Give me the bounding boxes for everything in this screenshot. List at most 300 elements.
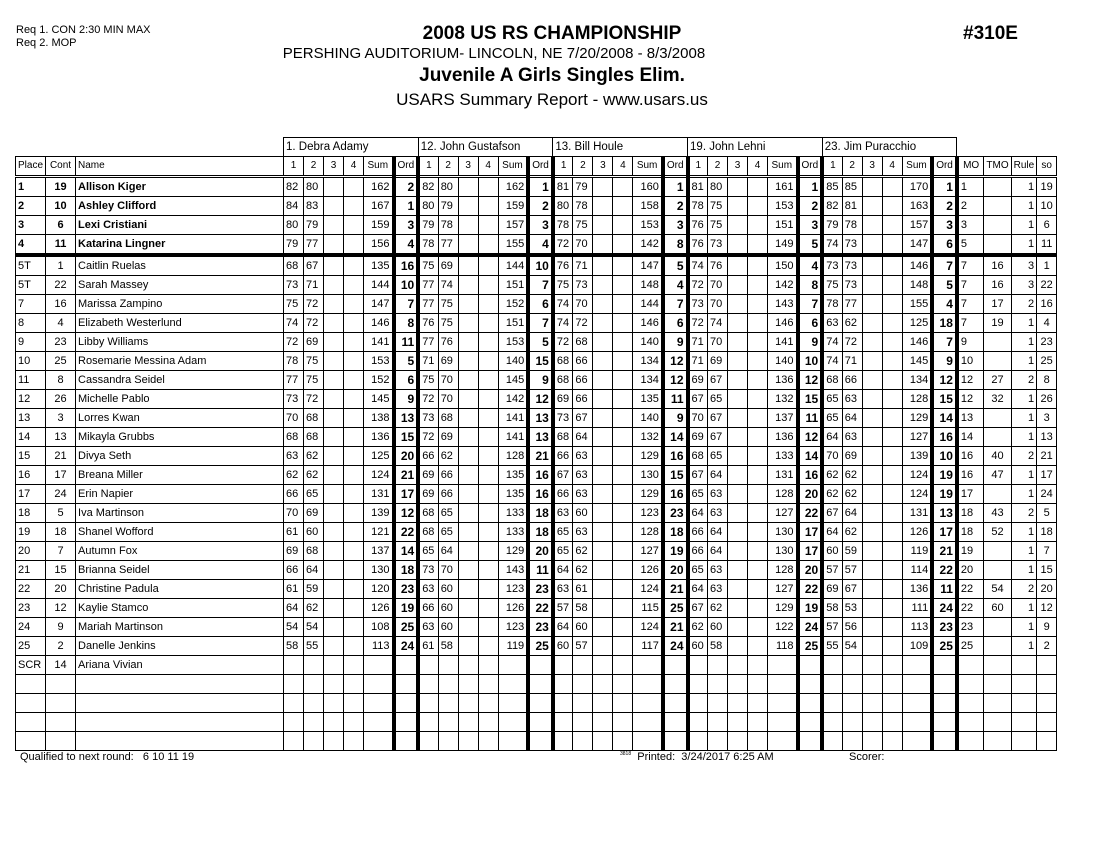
score-3 — [593, 255, 613, 276]
empty-cell — [798, 732, 823, 751]
score-4 — [613, 276, 633, 295]
ordinal: 15 — [528, 352, 553, 371]
ordinal: 2 — [663, 197, 688, 216]
ordinal: 1 — [932, 177, 957, 197]
score-4 — [613, 447, 633, 466]
ordinal: 12 — [663, 371, 688, 390]
score-4 — [748, 295, 768, 314]
score-4 — [478, 561, 498, 580]
rule: 2 — [1011, 371, 1037, 390]
score-2: 54 — [842, 637, 862, 656]
rule: 1 — [1011, 485, 1037, 504]
score-2: 75 — [304, 371, 324, 390]
score-1: 76 — [553, 255, 573, 276]
col-judge-ord: Ord — [932, 157, 957, 177]
col-judge-4: 4 — [478, 157, 498, 177]
score-1 — [822, 656, 842, 675]
contestant-number: 20 — [46, 580, 76, 599]
empty-cell — [708, 694, 728, 713]
contestant-number: 9 — [46, 618, 76, 637]
score-1: 77 — [284, 371, 304, 390]
score-3 — [458, 177, 478, 197]
score-3 — [458, 523, 478, 542]
table-row — [16, 599, 1057, 618]
empty-cell — [394, 694, 419, 713]
score-4 — [748, 428, 768, 447]
score-1: 62 — [822, 485, 842, 504]
majority-ordinal: 9 — [957, 333, 984, 352]
empty-cell — [1037, 732, 1057, 751]
ordinal: 11 — [394, 333, 419, 352]
score-3 — [862, 333, 882, 352]
col-judge-4: 4 — [882, 157, 902, 177]
score-1: 75 — [553, 276, 573, 295]
empty-cell — [418, 675, 438, 694]
score-2 — [438, 656, 458, 675]
place-cell: 25 — [16, 637, 46, 656]
col-so: so — [1037, 157, 1057, 177]
score-1: 79 — [284, 235, 304, 256]
qualified-line — [20, 751, 194, 763]
empty-cell — [528, 675, 553, 694]
score-3 — [728, 197, 748, 216]
ordinal: 20 — [394, 447, 419, 466]
ordinal: 16 — [528, 466, 553, 485]
score-sum: 140 — [768, 352, 798, 371]
empty-cell — [768, 713, 798, 732]
score-4 — [882, 637, 902, 656]
table-row — [16, 637, 1057, 656]
score-3 — [593, 523, 613, 542]
score-2: 71 — [573, 255, 593, 276]
total-majority-ordinal — [984, 409, 1011, 428]
score-1: 57 — [553, 599, 573, 618]
score-sum: 143 — [768, 295, 798, 314]
printed-line — [620, 751, 774, 763]
score-1: 65 — [553, 542, 573, 561]
total-majority-ordinal — [984, 235, 1011, 256]
score-1: 68 — [822, 371, 842, 390]
ordinal: 1 — [528, 177, 553, 197]
score-3 — [593, 235, 613, 256]
score-1: 67 — [688, 466, 708, 485]
place-cell: 19 — [16, 523, 46, 542]
score-1: 66 — [284, 561, 304, 580]
ordinal: 9 — [528, 371, 553, 390]
empty-cell — [304, 732, 324, 751]
ordinal: 16 — [528, 485, 553, 504]
score-4 — [344, 295, 364, 314]
score-1: 66 — [418, 599, 438, 618]
total-majority-ordinal: 52 — [984, 523, 1011, 542]
score-1 — [418, 656, 438, 675]
score-sum: 137 — [364, 542, 394, 561]
score-sum: 128 — [498, 447, 528, 466]
score-sum: 141 — [364, 333, 394, 352]
ordinal: 6 — [394, 371, 419, 390]
report-title: USARS Summary Report - www.usars.us — [396, 90, 708, 109]
score-3 — [728, 276, 748, 295]
score-3 — [324, 390, 344, 409]
majority-ordinal: 14 — [957, 428, 984, 447]
empty-cell — [1011, 694, 1037, 713]
score-3 — [593, 276, 613, 295]
table-row — [16, 177, 1057, 197]
score-2: 70 — [708, 295, 728, 314]
table-row — [16, 276, 1057, 295]
score-2: 72 — [842, 333, 862, 352]
ordinal: 15 — [394, 428, 419, 447]
ordinal: 24 — [798, 618, 823, 637]
score-sum: 144 — [364, 276, 394, 295]
score-3 — [324, 466, 344, 485]
score-1: 74 — [553, 295, 573, 314]
ordinal: 22 — [798, 504, 823, 523]
printed-label: Printed: — [637, 751, 676, 763]
score-sum: 167 — [364, 197, 394, 216]
empty-row — [16, 694, 1057, 713]
ordinal: 25 — [528, 637, 553, 656]
score-sum: 130 — [768, 542, 798, 561]
score-sum: 152 — [498, 295, 528, 314]
ordinal: 1 — [663, 177, 688, 197]
score-3 — [324, 580, 344, 599]
score-3 — [458, 561, 478, 580]
ordinal: 16 — [663, 485, 688, 504]
score-2: 76 — [438, 333, 458, 352]
score-3 — [593, 352, 613, 371]
score-sum: 151 — [498, 276, 528, 295]
score-1: 69 — [688, 428, 708, 447]
score-sum: 137 — [768, 409, 798, 428]
total-majority-ordinal — [984, 485, 1011, 504]
score-sum: 131 — [902, 504, 932, 523]
ordinal: 21 — [932, 542, 957, 561]
score-sum: 127 — [633, 542, 663, 561]
score-3 — [728, 542, 748, 561]
score-2: 63 — [708, 561, 728, 580]
score-sum: 148 — [633, 276, 663, 295]
score-4 — [613, 216, 633, 235]
col-judge-4: 4 — [748, 157, 768, 177]
score-4 — [748, 542, 768, 561]
ordinal: 3 — [528, 216, 553, 235]
ordinal: 19 — [663, 542, 688, 561]
ordinal: 14 — [394, 542, 419, 561]
score-3 — [728, 371, 748, 390]
score-1 — [688, 656, 708, 675]
score-2: 70 — [438, 561, 458, 580]
place-cell: 11 — [16, 371, 46, 390]
table-row — [16, 580, 1057, 599]
score-3 — [593, 542, 613, 561]
score-2: 58 — [708, 637, 728, 656]
score-2: 60 — [708, 618, 728, 637]
score-4 — [478, 314, 498, 333]
empty-cell — [768, 675, 798, 694]
score-1: 66 — [553, 447, 573, 466]
total-majority-ordinal: 17 — [984, 295, 1011, 314]
score-1: 74 — [284, 314, 304, 333]
score-2: 70 — [708, 276, 728, 295]
empty-cell — [663, 675, 688, 694]
score-sum: 152 — [364, 371, 394, 390]
empty-cell — [663, 694, 688, 713]
place-cell: 9 — [16, 333, 46, 352]
total-majority-ordinal: 40 — [984, 447, 1011, 466]
score-sum: 128 — [633, 523, 663, 542]
majority-ordinal: 7 — [957, 295, 984, 314]
score-4 — [613, 177, 633, 197]
score-sum: 111 — [902, 599, 932, 618]
score-3 — [324, 447, 344, 466]
col-judge-ord: Ord — [528, 157, 553, 177]
score-1: 69 — [418, 485, 438, 504]
col-judge-3: 3 — [728, 157, 748, 177]
score-4 — [748, 314, 768, 333]
score-2: 75 — [438, 314, 458, 333]
score-1: 64 — [553, 618, 573, 637]
score-3 — [458, 371, 478, 390]
score-2: 62 — [573, 542, 593, 561]
score-4 — [478, 352, 498, 371]
score-3 — [458, 637, 478, 656]
ordinal: 20 — [528, 542, 553, 561]
skating-order: 25 — [1037, 352, 1057, 371]
ordinal: 19 — [798, 599, 823, 618]
empty-cell — [344, 713, 364, 732]
score-3 — [593, 371, 613, 390]
score-4 — [748, 352, 768, 371]
score-2: 63 — [573, 485, 593, 504]
score-4 — [882, 235, 902, 256]
score-2: 66 — [573, 390, 593, 409]
score-1: 63 — [418, 580, 438, 599]
score-1: 68 — [284, 428, 304, 447]
ordinal: 8 — [394, 314, 419, 333]
score-4 — [613, 504, 633, 523]
score-3 — [324, 485, 344, 504]
score-2: 69 — [438, 352, 458, 371]
score-2: 60 — [573, 504, 593, 523]
rule: 2 — [1011, 580, 1037, 599]
empty-cell — [748, 713, 768, 732]
score-1: 62 — [688, 618, 708, 637]
score-2: 63 — [708, 580, 728, 599]
score-1: 70 — [284, 409, 304, 428]
rule: 1 — [1011, 177, 1037, 197]
score-3 — [458, 618, 478, 637]
empty-cell — [324, 732, 344, 751]
score-1: 66 — [688, 542, 708, 561]
score-3 — [862, 523, 882, 542]
empty-cell — [304, 713, 324, 732]
rule: 2 — [1011, 504, 1037, 523]
empty-cell — [1011, 675, 1037, 694]
score-3 — [862, 276, 882, 295]
score-1: 57 — [822, 561, 842, 580]
score-3 — [458, 580, 478, 599]
score-4 — [748, 561, 768, 580]
score-2: 66 — [438, 485, 458, 504]
score-2: 60 — [438, 599, 458, 618]
table-row — [16, 371, 1057, 390]
score-1: 79 — [822, 216, 842, 235]
score-2: 72 — [304, 314, 324, 333]
ordinal: 13 — [528, 428, 553, 447]
score-2: 62 — [842, 485, 862, 504]
score-2: 72 — [573, 314, 593, 333]
place-cell: 17 — [16, 485, 46, 504]
score-1: 65 — [822, 390, 842, 409]
skater-name: Mariah Martinson — [76, 618, 284, 637]
score-2: 75 — [708, 216, 728, 235]
score-4 — [882, 542, 902, 561]
qualified-values: 6 10 11 19 — [142, 751, 195, 763]
ordinal: 13 — [394, 409, 419, 428]
score-3 — [593, 618, 613, 637]
empty-cell — [1037, 713, 1057, 732]
score-3 — [593, 177, 613, 197]
col-judge-2: 2 — [842, 157, 862, 177]
rule: 1 — [1011, 409, 1037, 428]
blank-cell — [957, 138, 1057, 157]
col-judge-1: 1 — [418, 157, 438, 177]
score-1: 68 — [553, 428, 573, 447]
score-sum: 119 — [902, 542, 932, 561]
score-4 — [344, 390, 364, 409]
empty-cell — [902, 675, 932, 694]
score-2: 69 — [304, 504, 324, 523]
rule: 1 — [1011, 428, 1037, 447]
col-judge-ord: Ord — [663, 157, 688, 177]
score-2: 68 — [304, 428, 324, 447]
score-2: 74 — [438, 276, 458, 295]
score-sum: 148 — [902, 276, 932, 295]
ordinal: 3 — [394, 216, 419, 235]
score-2: 65 — [708, 390, 728, 409]
skater-name: Erin Napier — [76, 485, 284, 504]
score-3 — [593, 504, 613, 523]
place-cell: 8 — [16, 314, 46, 333]
score-1: 79 — [418, 216, 438, 235]
score-3 — [728, 447, 748, 466]
ordinal: 21 — [394, 466, 419, 485]
score-sum: 143 — [498, 561, 528, 580]
score-1: 65 — [553, 523, 573, 542]
score-sum: 126 — [364, 599, 394, 618]
empty-cell — [932, 713, 957, 732]
score-2: 57 — [573, 637, 593, 656]
score-4 — [478, 255, 498, 276]
score-1: 69 — [688, 371, 708, 390]
score-3 — [324, 276, 344, 295]
score-2: 65 — [438, 523, 458, 542]
rule: 1 — [1011, 197, 1037, 216]
empty-cell — [862, 713, 882, 732]
score-2: 75 — [708, 197, 728, 216]
score-2: 55 — [304, 637, 324, 656]
majority-ordinal: 18 — [957, 523, 984, 542]
score-2: 69 — [438, 255, 458, 276]
ordinal: 7 — [528, 276, 553, 295]
ordinal: 10 — [932, 447, 957, 466]
score-3 — [324, 235, 344, 256]
score-4 — [344, 599, 364, 618]
score-2: 63 — [842, 428, 862, 447]
score-3 — [728, 333, 748, 352]
score-2: 64 — [842, 409, 862, 428]
score-3 — [458, 390, 478, 409]
majority-ordinal: 5 — [957, 235, 984, 256]
score-1: 73 — [553, 409, 573, 428]
score-1 — [553, 656, 573, 675]
score-4 — [882, 466, 902, 485]
empty-cell — [498, 713, 528, 732]
empty-cell — [478, 694, 498, 713]
total-majority-ordinal: 27 — [984, 371, 1011, 390]
empty-cell — [498, 694, 528, 713]
score-3 — [728, 255, 748, 276]
score-3 — [862, 255, 882, 276]
ordinal — [932, 656, 957, 675]
score-3 — [862, 656, 882, 675]
score-3 — [728, 466, 748, 485]
score-4 — [748, 197, 768, 216]
empty-cell — [1011, 713, 1037, 732]
empty-cell — [957, 694, 984, 713]
score-4 — [613, 390, 633, 409]
score-2: 67 — [304, 255, 324, 276]
skater-name: Mikayla Grubbs — [76, 428, 284, 447]
score-2: 59 — [304, 580, 324, 599]
ordinal: 10 — [394, 276, 419, 295]
score-2: 70 — [438, 371, 458, 390]
skating-order: 21 — [1037, 447, 1057, 466]
score-sum: 118 — [768, 637, 798, 656]
empty-cell — [478, 713, 498, 732]
score-2 — [304, 656, 324, 675]
score-3 — [324, 314, 344, 333]
score-4 — [344, 656, 364, 675]
empty-cell — [842, 694, 862, 713]
skater-name: Marissa Zampino — [76, 295, 284, 314]
score-1: 77 — [418, 276, 438, 295]
blank-cell — [16, 138, 284, 157]
empty-cell — [498, 675, 528, 694]
score-1: 69 — [284, 542, 304, 561]
empty-cell — [688, 675, 708, 694]
score-3 — [862, 485, 882, 504]
ordinal: 1 — [394, 197, 419, 216]
contestant-number: 7 — [46, 542, 76, 561]
score-1: 63 — [553, 580, 573, 599]
score-sum: 128 — [768, 561, 798, 580]
score-4 — [344, 197, 364, 216]
col-judge-2: 2 — [573, 157, 593, 177]
event-name: Juvenile A Girls Singles Elim. — [419, 65, 685, 86]
score-sum: 127 — [768, 580, 798, 599]
empty-cell — [284, 694, 304, 713]
score-sum: 153 — [498, 333, 528, 352]
score-1: 72 — [418, 390, 438, 409]
ordinal: 17 — [932, 523, 957, 542]
empty-cell — [1037, 694, 1057, 713]
score-2: 69 — [708, 352, 728, 371]
score-sum: 135 — [498, 466, 528, 485]
requirement-2: Req 2. MOP — [16, 37, 77, 49]
score-2: 73 — [842, 235, 862, 256]
